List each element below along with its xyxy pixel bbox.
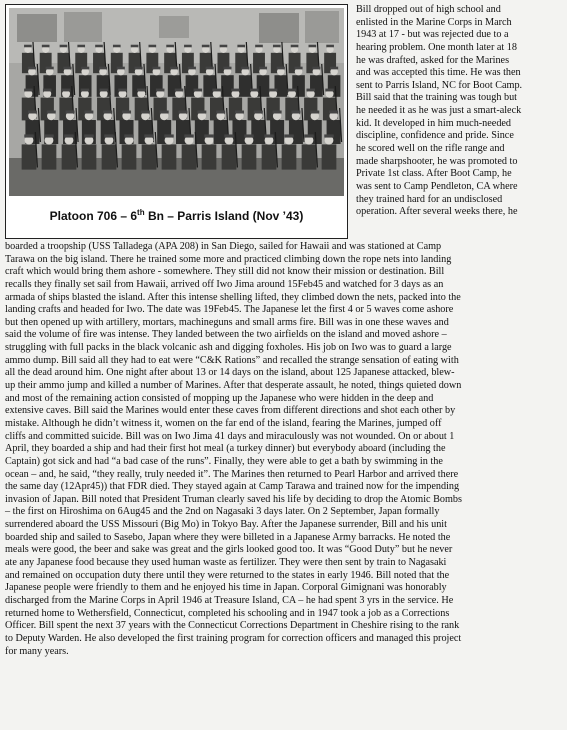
side-text-line: and was accepted this time. He was then	[356, 67, 521, 79]
body-text-line: – the first on Hiroshima on 6Aug45 and the 2nd on Nagasaki 3 days later. On 2 September, Japan formally	[5, 506, 440, 518]
body-text-line: armada of ships blasted the island. After this intense shelling lifted, they climbed down the nets, packed into the	[5, 291, 461, 303]
side-text-line: Bill said that the training was tough but	[356, 92, 518, 104]
photo-frame	[5, 4, 348, 239]
side-text-line: Bill dropped out of high school and	[356, 4, 501, 15]
body-text-line: invasion of Japan. Bill noted that President Truman clearly saved his life by deciding to drop the Atomic Bombs	[5, 493, 462, 505]
body-text-line: struggling with full packs in the black volcanic ash and digging foxholes. His job on Iwo was to guard a large	[5, 342, 452, 354]
caption-superscript: th	[137, 208, 145, 217]
body-text-line: April, they boarded a ship and had their first hot meal (a turkey dinner) but everybody aboard (including the	[5, 443, 446, 455]
body-text-line: ate any Japanese food because they used human waste as fertilizer. They were then sent by train to Nagasaki	[5, 557, 447, 569]
body-text-line: Japanese people were friendly to them and he enjoyed his time in Japan. Corporal Gimignani was honorably	[5, 582, 447, 594]
body-text-line: and remained on occupation duty there until they were returned to the states in early 1946. Bill noted that the	[5, 569, 450, 581]
body-text-line: meals were good, the beer and sake was great and the girls looked good too. It was “Good Duty” but he never	[5, 544, 453, 556]
side-text-line: he needed it as he was just a smart-aleck	[356, 105, 522, 117]
body-text-line: Officer. Bill spent the next 37 years with the Connecticut Corrections Department in Cheshire rising to the rank	[5, 620, 460, 632]
body-text-line: for many years.	[5, 645, 69, 657]
body-text-line: mistake. Although he didn’t witness it, women on the far end of the island, fearing the Marines, jumped off	[5, 417, 442, 429]
body-text-line: discharged from the Marine Corps in April 1946 at Treasure Island, CA – he had spent 3 yrs in the service. He	[5, 594, 454, 606]
body-text-line: but then opened up with artillery, mortars, machineguns and small arms fire. Bill was in one these waves and	[5, 316, 449, 328]
side-text-line: they trained hard for an undisclosed	[356, 193, 503, 205]
side-text-line: made sharpshooter, he was promoted to	[356, 155, 518, 167]
body-text-line: said the volume of fire was intense. They landed between the two airfields on the island and moved ashore –	[5, 329, 447, 341]
side-text-line: he scored well on the rifle range and	[356, 143, 505, 155]
body-text-line: up their ammo jump and killed a number of Marines. After that desperate assault, he noted, things quieted down	[5, 380, 462, 392]
body-text-line: landing crafts and headed for Iwo. The date was 19Feb45. The Japanese let the first 4 or 5 waves come ashore	[5, 304, 454, 316]
platoon-photo-drawing	[9, 8, 344, 196]
side-text-line: operation. After several weeks there, he	[356, 206, 518, 218]
body-text-line: and most of the remaining action consisted of mopping up the Japanese who were hidden in the deep and	[5, 392, 434, 404]
body-text-line: ammo dump. Bill said all they had to eat were “C&K Rations” and recalled the strange sensation of eating with	[5, 354, 459, 366]
body-text-line: ocean – and, he said, “they really, truly needed it”. The Marines then returned to Pearl Harbor and arrived there	[5, 468, 459, 480]
body-text-line: recalls they finally set sail from Hawaii, arrived off Iwo Jima around 15Feb45 and watched for 3 days as an	[5, 278, 444, 290]
body-text-line: craft which would bring them ashore - somewhere. They still did not know their mission or destination. Bill	[5, 266, 445, 278]
side-text-line: was sent to Camp Pendleton, CA where	[356, 180, 518, 192]
article-side-column	[356, 4, 561, 219]
body-text-line: the same day (12Apr45)) that FDR died. They stayed again at Camp Tarawa and trained now for the impending	[5, 481, 460, 493]
article-body	[5, 241, 563, 658]
body-text-line: returned home to Wethersfield, Connecticut, completed his schooling and in 1947 took a job as a Corrections	[5, 607, 450, 619]
body-text-line: boarded ship and sailed to Sasebo, Japan where they were billeted in a Japanese Army barracks. He noted the	[5, 531, 451, 543]
body-text-line: cliffs and committed suicide. Bill was on Iwo Jima 41 days and miraculously was not wounded. On or about 1	[5, 430, 455, 442]
side-text-line: enlisted in the Marine Corps in March	[356, 16, 512, 28]
platoon-photo	[9, 8, 344, 196]
caption-text-end: Bn – Parris Island (Nov ’43)	[144, 209, 304, 223]
side-text-line: kid. It developed in him much-needed	[356, 117, 512, 129]
side-text-line: discipline, confidence and pride. Since	[356, 130, 514, 142]
body-text-line: to Deputy Warden. He also developed the first training program for correction officers and managed this project	[5, 632, 462, 644]
body-text-line: all the dead around him. One night after about 13 or 14 days on the island, about 125 Japanese attacked, blew-	[5, 367, 455, 379]
body-text-line: boarded a troopship (USS Talladega (APA 208) in San Diego, sailed for Hawaii and was stationed at Camp	[5, 241, 442, 252]
side-text-line: Private 1st class. After Boot Camp, he	[356, 168, 512, 180]
side-text-line: he was drafted, asked for the Marines	[356, 54, 510, 66]
side-text-line: 1943 at 17 - but was rejected due to a	[356, 29, 509, 41]
body-text-line: Tarawa on the big island. There he trained some more and practiced climbing down the rope nets into landing	[5, 253, 452, 265]
caption-text: Platoon 706 – 6	[49, 209, 138, 223]
body-text-line: extensive caves. Bill said the Marines would enter these caves from different directions and shot each other by	[5, 405, 456, 417]
body-text-line: Captain) got sick and had “a bad case of the runs”. Finally, they were able to get a bath by swimming in the	[5, 455, 443, 467]
side-text-line: hearing problem. One month later at 18	[356, 41, 517, 53]
body-text-line: surrendered aboard the USS Missouri (Big Mo) in Tokyo Bay. After the Japanese surrender, Bill and his unit	[5, 519, 447, 531]
side-text-line: sent to Parris Island, NC for Boot Camp.	[356, 79, 523, 91]
photo-caption	[6, 208, 347, 223]
